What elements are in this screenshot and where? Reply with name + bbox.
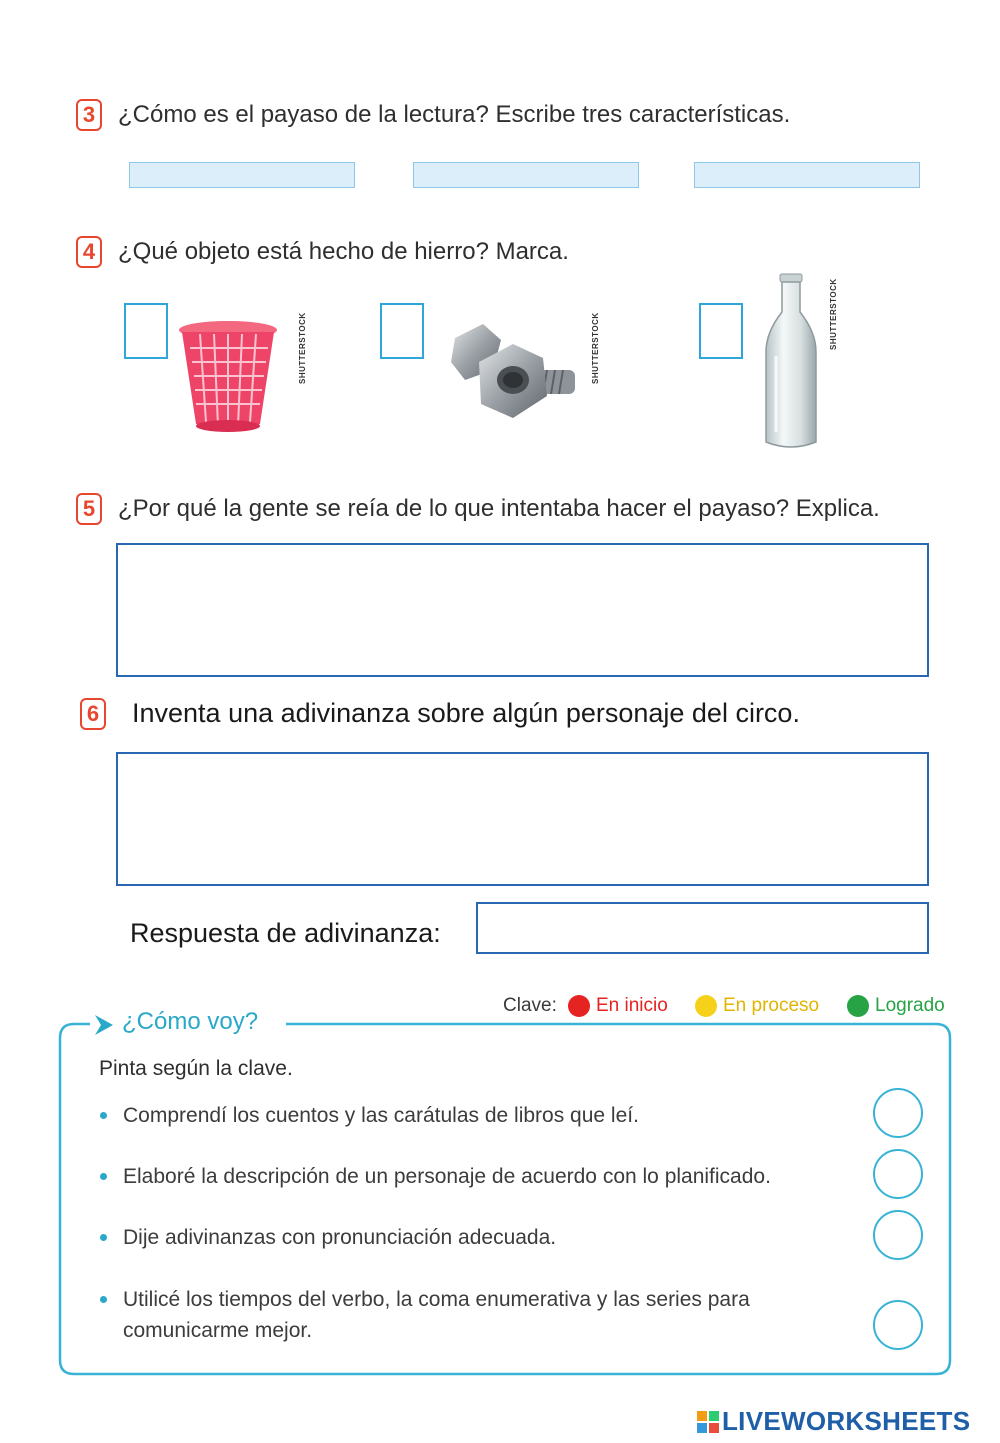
basket-credit: SHUTTERSTOCK: [298, 312, 307, 384]
como-voy-item-1: Comprendí los cuentos y las carátulas de libros que leí.: [123, 1104, 639, 1127]
question-6-text: Inventa una adivinanza sobre algún personaje del circo.: [132, 698, 800, 728]
question-5-text: ¿Por qué la gente se reía de lo que intentaba hacer el payaso? Explica.: [118, 495, 880, 522]
self-assessment-circle-1[interactable]: [873, 1088, 923, 1138]
liveworksheets-logo-icon: [697, 1411, 719, 1433]
q3-answer-input-2[interactable]: [413, 162, 639, 188]
legend-label: Clave:: [503, 995, 557, 1016]
como-voy-item-3: Dije adivinanzas con pronunciación adecuada.: [123, 1226, 557, 1249]
question-3-number: 3: [76, 99, 102, 131]
self-assessment-circle-4[interactable]: [873, 1300, 923, 1350]
bottle-image: [760, 272, 822, 454]
como-voy-item-4: Utilicé los tiempos del verbo, la coma enumerativa y las series para comunicarme mejor.: [123, 1288, 750, 1342]
como-voy-item-2: Elaboré la descripción de un personaje de acuerdo con lo planificado.: [123, 1165, 771, 1188]
arrow-icon: [92, 1013, 116, 1037]
q4-checkbox-bolt[interactable]: [380, 303, 424, 359]
q4-checkbox-bottle[interactable]: [699, 303, 743, 359]
basket-image: [176, 318, 280, 436]
question-6-number: 6: [80, 698, 106, 730]
question-3-text: ¿Cómo es el payaso de la lectura? Escribe tres características.: [118, 101, 791, 128]
question-4-text: ¿Qué objeto está hecho de hierro? Marca.: [118, 238, 569, 265]
riddle-answer-label: Respuesta de adivinanza:: [130, 918, 441, 948]
self-assessment-circle-3[interactable]: [873, 1210, 923, 1260]
q5-answer-textarea[interactable]: [116, 543, 929, 677]
bullet: [100, 1112, 107, 1119]
como-voy-instruction: Pinta según la clave.: [99, 1057, 293, 1080]
como-voy-title: ¿Cómo voy?: [122, 1008, 259, 1035]
liveworksheets-brand[interactable]: LIVEWORKSHEETS: [722, 1406, 971, 1436]
bullet: [100, 1296, 107, 1303]
legend-logrado: Logrado: [875, 995, 945, 1016]
riddle-answer-input[interactable]: [476, 902, 929, 954]
legend-en-proceso: En proceso: [723, 995, 820, 1016]
q3-answer-input-3[interactable]: [694, 162, 920, 188]
q3-answer-input-1[interactable]: [129, 162, 355, 188]
self-assessment-circle-2[interactable]: [873, 1149, 923, 1199]
bottle-credit: SHUTTERSTOCK: [829, 278, 838, 350]
question-4-number: 4: [76, 236, 102, 268]
question-5-number: 5: [76, 493, 102, 525]
bullet: [100, 1234, 107, 1241]
q4-checkbox-basket[interactable]: [124, 303, 168, 359]
bolt-credit: SHUTTERSTOCK: [591, 312, 600, 384]
bolt-nut-image: [443, 318, 583, 428]
legend-en-inicio: En inicio: [596, 995, 668, 1016]
bullet: [100, 1173, 107, 1180]
q6-riddle-textarea[interactable]: [116, 752, 929, 886]
